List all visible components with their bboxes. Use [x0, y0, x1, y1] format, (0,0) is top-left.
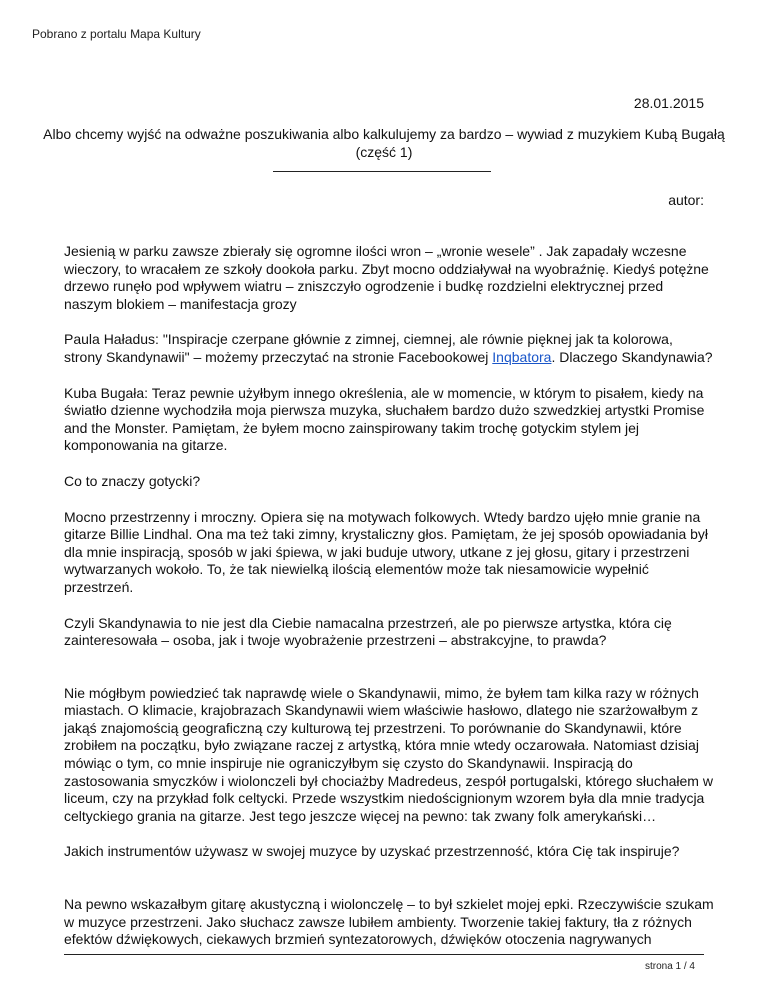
article-title: Albo chcemy wyjść na odważne poszukiwania albo kalkulujemy za bardzo – wywiad z muzykiem Kubą Bugałą (część 1) — [43, 126, 725, 160]
paragraph-answer-2: Mocno przestrzenny i mroczny. Opiera się na motywach folkowych. Wtedy bardzo ujęło mnie granie na gitarze Billie Lindhal. Ona ma też taki zimny, krystaliczny głos. Pamiętam, że jej sposób opowiadania był dla mnie inspiracją, sposób w jaki śpiewa, w jaki buduje utwory, utkane z jej głosu, gitary i przestrzeni wytwarzanych wokoło. To, że tak niewielką ilością elementów może tak niesamowicie wypełnić przestrzeń. — [64, 508, 709, 595]
paragraph-question-1 — [64, 331, 714, 366]
article-date: 28.01.2015 — [633, 95, 704, 111]
paragraph-question-1-tail: . Dlaczego Skandynawia? — [551, 348, 713, 365]
paragraph-question-3: Czyli Skandynawia to nie jest dla Ciebie namacalna przestrzeń, ale po pierwsze artystka, która cię zainteresowała – osoba, jak i twoje wyobrażenie przestrzeni – abstrakcyjne, to prawda? — [64, 614, 672, 649]
paragraph-question-4: Jakich instrumentów używasz w swojej muzyce by uzyskać przestrzenność, która Cię tak inspiruje? — [64, 843, 680, 860]
page-number: strona 1 / 4 — [644, 961, 695, 972]
inqbator-link[interactable]: Inqbatora — [492, 348, 552, 365]
paragraph-answer-1: Kuba Bugała: Teraz pewnie użyłbym innego określenia, ale w momencie, w którym to pisałem, kiedy na światło dzienne wychodziła moja pierwsza muzyka, słuchałem bardzo dużo szwedzkiej artystki Promise and the Monster. Pamiętam, że byłem mocno zainspirowany takim trochę gotyckim stylem jej komponowania na gitarze. — [64, 384, 705, 454]
paragraph-intro: Jesienią w parku zawsze zbierały się ogromne ilości wron – „wronie wesele” . Jak zapadały wczesne wieczory, to wracałem ze szkoły dookoła parku. Zbyt mocno oddziaływał na wyobraźnię. Kiedyś potężne drzewo runęło pod wpływem wiatru – zniszczyło ogrodzenie i budkę rozdzielni elektrycznej przed naszym blokiem – manifestacja grozy — [64, 243, 709, 312]
page-header-source: Pobrano z portalu Mapa Kultury — [32, 27, 201, 41]
paragraph-answer-4: Na pewno wskazałbym gitarę akustyczną i wiolonczelę – to był szkielet mojej epki. Rzeczywiście szukam w muzyce przestrzeni. Jako słuchacz zawsze lubiłem ambienty. Tworzenie takiej faktury, tła z różnych efektów dźwiękowych, ciekawych brzmień syntezatorowych, dźwięków otoczenia nagrywanych — [64, 896, 714, 948]
article-body — [64, 243, 714, 949]
title-divider — [273, 171, 491, 172]
paragraph-answer-3: Nie mógłbym powiedzieć tak naprawdę wiele o Skandynawii, mimo, że byłem tam kilka razy w różnych miastach. O klimacie, krajobrazach Skandynawii wiem właściwie hasłowo, dlatego nie szarżowałbym z jakąś znajomością geograficzną czy kulturową tej przestrzeni. To porównanie do Skandynawii, które zrobiłem na początku, było związane raczej z artystką, która mnie wtedy oczarowała. Natomiast dzisiaj mówiąc o tym, co mnie inspiruje nie ograniczyłbym się czysto do Skandynawii. Inspiracją do zastosowania smyczków i wiolonczeli był chociażby Madredeus, zespół portugalski, którego słuchałem w liceum, czy na przykład folk celtycki. Przede wszystkim niedoścignionym wzorem była dla mnie tradycja celtyckiego grania na gitarze. Jest tego jeszcze więcej na pewno: tak zwany folk amerykański… — [64, 684, 713, 824]
paragraph-question-1-text: Paula Haładus: "Inspiracje czerpane głównie z zimnej, ciemnej, ale równie pięknej jak ta kolorowa, strony Skandynawii" – możemy przeczytać na stronie Facebookowej — [64, 331, 673, 365]
footer-divider — [64, 954, 704, 955]
paragraph-question-2: Co to znaczy gotycki? — [64, 472, 201, 489]
author-label: autor: — [668, 192, 704, 208]
